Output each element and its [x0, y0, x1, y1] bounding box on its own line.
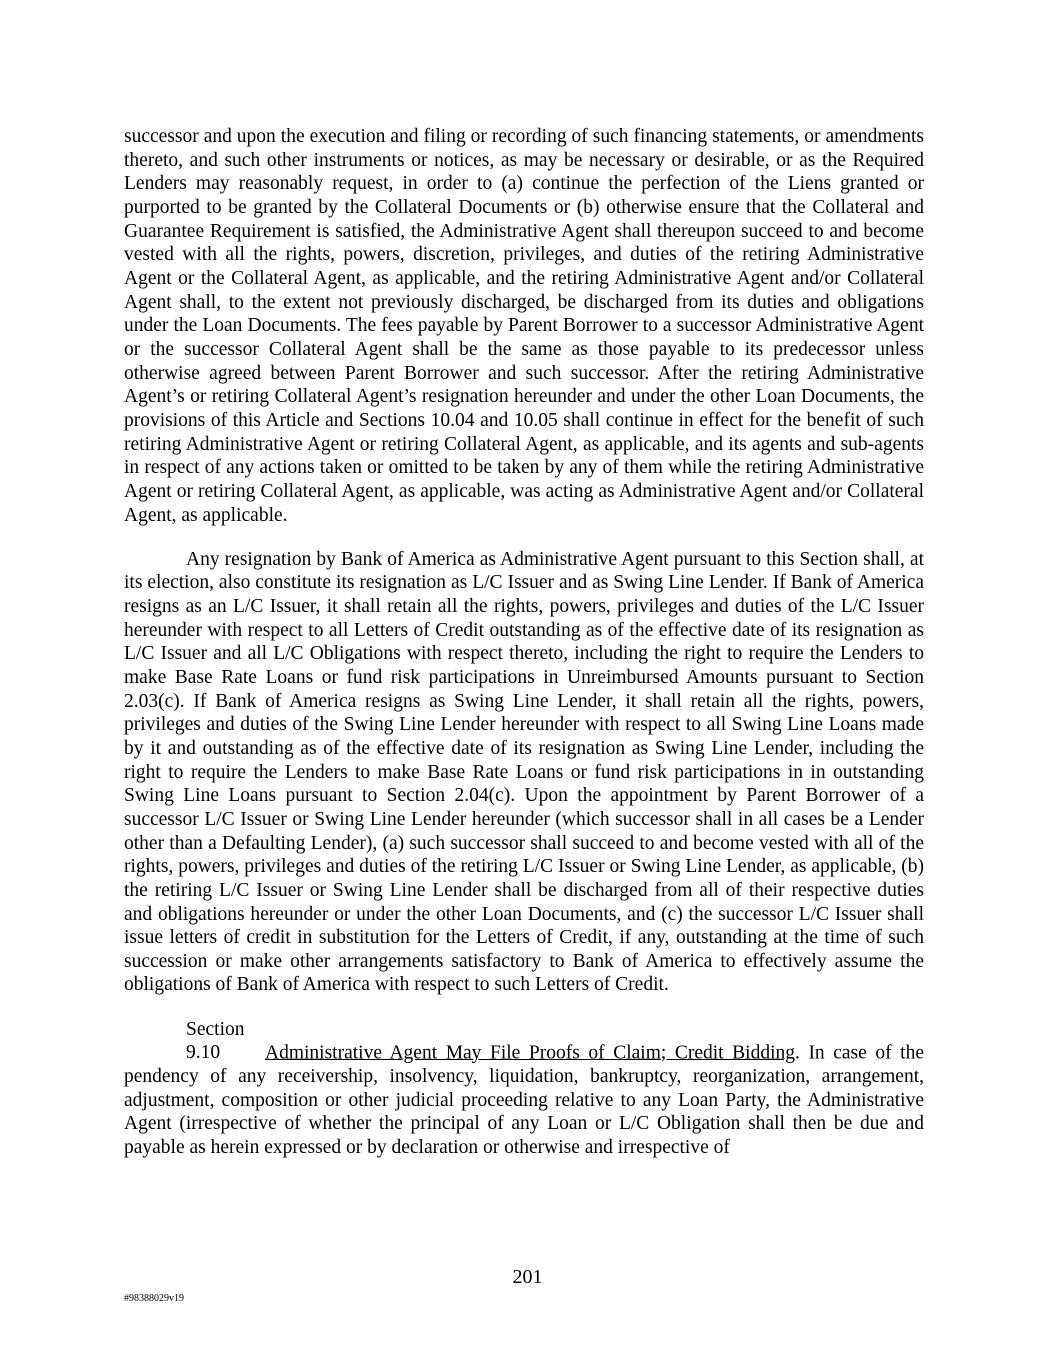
page-number: 201: [512, 1266, 543, 1288]
document-id: #98388029v19: [124, 1293, 184, 1304]
section-9-10-paragraph: [124, 1018, 924, 1160]
section-number: Section 9.10: [186, 1018, 245, 1064]
document-body: [124, 125, 924, 1180]
paragraph-successor-continuation: successor and upon the execution and filing or recording of such financing statements, or amendments thereto, and such other instruments or notices, as may be necessary or desirable, or as the Required Lenders may reasonably request, in order to (a) continue the perfection of the Liens granted or purported to be granted by the Collateral Documents or (b) otherwise ensure that the Collateral and Guarantee Requirement is satisfied, the Administrative Agent shall thereupon succeed to and become vested with all the rights, powers, discretion, privileges, and duties of the retiring Administrative Agent or the Collateral Agent, as applicable, and the retiring Administrative Agent and/or Collateral Agent shall, to the extent not previously discharged, be discharged from its duties and obligations under the Loan Documents. The fees payable by Parent Borrower to a successor Administrative Agent or the successor Collateral Agent shall be the same as those payable to its predecessor unless otherwise agreed between Parent Borrower and such successor. After the retiring Administrative Agent’s or retiring Collateral Agent’s resignation hereunder and under the other Loan Documents, the provisions of this Article and Sections 10.04 and 10.05 shall continue in effect for the benefit of such retiring Administrative Agent or retiring Collateral Agent, as applicable, and its agents and sub-agents in respect of any actions taken or omitted to be taken by any of them while the retiring Administrative Agent or retiring Collateral Agent, as applicable, was acting as Administrative Agent and/or Collateral Agent, as applicable.: [124, 126, 924, 526]
section-body-text: . In case of the pendency of any receivership, insolvency, liquidation, bankruptcy, reorganization, arrangement, adjustment, composition or other judicial proceeding relative to any Loan Party, the Administrative Agent (irrespective of whether the principal of any Loan or L/C Obligation shall then be due and payable as herein expressed or by declaration or otherwise and irrespective of: [124, 1042, 924, 1158]
paragraph-bank-of-america-resignation: Any resignation by Bank of America as Administrative Agent pursuant to this Section shall, at its election, also constitute its resignation as L/C Issuer and as Swing Line Lender. If Bank of America resigns as an L/C Issuer, it shall retain all the rights, powers, privileges and duties of the L/C Issuer hereunder with respect to all Letters of Credit outstanding as of the effective date of its resignation as L/C Issuer and all L/C Obligations with respect thereto, including the right to require the Lenders to make Base Rate Loans or fund risk participations in Unreimbursed Amounts pursuant to Section 2.03(c). If Bank of America resigns as Swing Line Lender, it shall retain all the rights, powers, privileges and duties of the Swing Line Lender hereunder with respect to all Swing Line Loans made by it and outstanding as of the effective date of its resignation as Swing Line Lender, including the right to require the Lenders to make Base Rate Loans or fund risk participations in in outstanding Swing Line Loans pursuant to Section 2.04(c). Upon the appointment by Parent Borrower of a successor L/C Issuer or Swing Line Lender hereunder (which successor shall in all cases be a Lender other than a Defaulting Lender), (a) such successor shall succeed to and become vested with all of the rights, powers, privileges and duties of the retiring L/C Issuer or Swing Line Lender, as applicable, (b) the retiring L/C Issuer or Swing Line Lender shall be discharged from all of their respective duties and obligations hereunder or under the other Loan Documents, and (c) the successor L/C Issuer shall issue letters of credit in substitution for the Letters of Credit, if any, outstanding at the time of such succession or make other arrangements satisfactory to Bank of America to effectively assume the obligations of Bank of America with respect to such Letters of Credit.: [124, 548, 924, 996]
section-title: Administrative Agent May File Proofs of Claim; Credit Bidding: [265, 1042, 795, 1064]
